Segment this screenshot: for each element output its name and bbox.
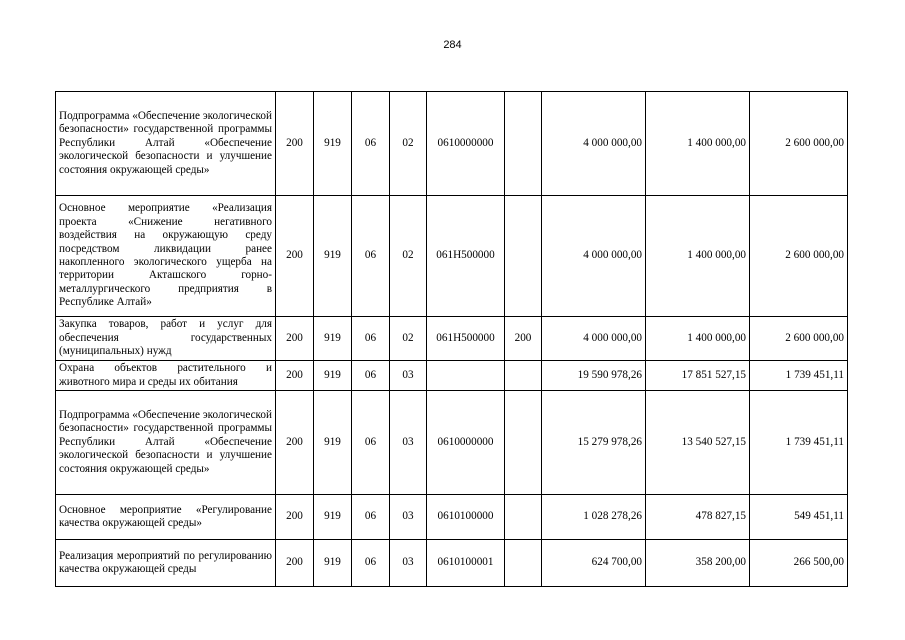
row-target-code: 061H500000 — [427, 196, 505, 317]
row-expense-type — [505, 540, 542, 587]
row-target-code: 0610000000 — [427, 391, 505, 495]
row-expense-type — [505, 92, 542, 196]
row-expense-type: 200 — [505, 317, 542, 361]
row-expense-type — [505, 196, 542, 317]
row-value-3: 549 451,11 — [750, 495, 848, 540]
row-code-1: 200 — [276, 495, 314, 540]
row-value-2: 13 540 527,15 — [646, 391, 750, 495]
row-code-3: 06 — [352, 540, 390, 587]
row-code-4: 02 — [390, 196, 427, 317]
row-value-2: 1 400 000,00 — [646, 317, 750, 361]
row-code-3: 06 — [352, 391, 390, 495]
row-name: Закупка товаров, работ и услуг для обеспечения государственных (муниципальных) нужд — [56, 317, 276, 361]
row-value-3: 2 600 000,00 — [750, 196, 848, 317]
row-name: Подпрограмма «Обеспечение экологической безопасности» государственной программы Республики Алтай «Обеспечение экологической безопасности и улучшение состояния окружающей среды» — [56, 391, 276, 495]
row-target-code — [427, 361, 505, 391]
row-value-3: 1 739 451,11 — [750, 361, 848, 391]
table-row — [56, 92, 848, 196]
row-code-2: 919 — [314, 317, 352, 361]
row-code-3: 06 — [352, 495, 390, 540]
row-value-1: 19 590 978,26 — [542, 361, 646, 391]
row-target-code: 0610100001 — [427, 540, 505, 587]
row-name: Охрана объектов растительного и животного мира и среды их обитания — [56, 361, 276, 391]
row-code-4: 03 — [390, 540, 427, 587]
row-value-1: 4 000 000,00 — [542, 196, 646, 317]
row-target-code: 061H500000 — [427, 317, 505, 361]
row-expense-type — [505, 495, 542, 540]
row-value-1: 1 028 278,26 — [542, 495, 646, 540]
row-code-3: 06 — [352, 196, 390, 317]
row-target-code: 0610000000 — [427, 92, 505, 196]
row-code-1: 200 — [276, 92, 314, 196]
row-code-4: 03 — [390, 495, 427, 540]
row-target-code: 0610100000 — [427, 495, 505, 540]
row-value-2: 1 400 000,00 — [646, 92, 750, 196]
row-code-1: 200 — [276, 196, 314, 317]
row-value-2: 17 851 527,15 — [646, 361, 750, 391]
row-code-4: 03 — [390, 361, 427, 391]
row-value-2: 1 400 000,00 — [646, 196, 750, 317]
table-row — [56, 317, 848, 361]
row-code-1: 200 — [276, 361, 314, 391]
row-code-1: 200 — [276, 391, 314, 495]
row-code-3: 06 — [352, 361, 390, 391]
row-code-2: 919 — [314, 361, 352, 391]
page-number: 284 — [443, 39, 462, 51]
row-code-2: 919 — [314, 495, 352, 540]
row-name: Подпрограмма «Обеспечение экологической безопасности» государственной программы Республики Алтай «Обеспечение экологической безопасности и улучшение состояния окружающей среды» — [56, 92, 276, 196]
row-value-3: 266 500,00 — [750, 540, 848, 587]
table-row — [56, 196, 848, 317]
row-expense-type — [505, 391, 542, 495]
row-name: Основное мероприятие «Регулирование качества окружающей среды» — [56, 495, 276, 540]
row-code-2: 919 — [314, 391, 352, 495]
row-value-1: 4 000 000,00 — [542, 317, 646, 361]
row-name: Реализация мероприятий по регулированию качества окружающей среды — [56, 540, 276, 587]
row-value-3: 1 739 451,11 — [750, 391, 848, 495]
row-value-1: 15 279 978,26 — [542, 391, 646, 495]
row-code-4: 02 — [390, 92, 427, 196]
table-row — [56, 391, 848, 495]
row-value-3: 2 600 000,00 — [750, 92, 848, 196]
budget-table — [55, 91, 848, 587]
row-code-2: 919 — [314, 196, 352, 317]
row-expense-type — [505, 361, 542, 391]
row-code-1: 200 — [276, 540, 314, 587]
row-value-3: 2 600 000,00 — [750, 317, 848, 361]
row-code-4: 03 — [390, 391, 427, 495]
row-code-4: 02 — [390, 317, 427, 361]
row-value-1: 4 000 000,00 — [542, 92, 646, 196]
table-row — [56, 361, 848, 391]
table-row — [56, 495, 848, 540]
table-row — [56, 540, 848, 587]
row-code-2: 919 — [314, 92, 352, 196]
row-code-3: 06 — [352, 317, 390, 361]
row-value-2: 478 827,15 — [646, 495, 750, 540]
row-code-2: 919 — [314, 540, 352, 587]
row-name: Основное мероприятие «Реализация проекта «Снижение негативного воздействия на окружающую среду посредством ликвидации ранее накопленного экологического ущерба на территории Акташского горно-металлургического предприятия в Республике Алтай» — [56, 196, 276, 317]
row-value-2: 358 200,00 — [646, 540, 750, 587]
row-value-1: 624 700,00 — [542, 540, 646, 587]
row-code-3: 06 — [352, 92, 390, 196]
row-code-1: 200 — [276, 317, 314, 361]
